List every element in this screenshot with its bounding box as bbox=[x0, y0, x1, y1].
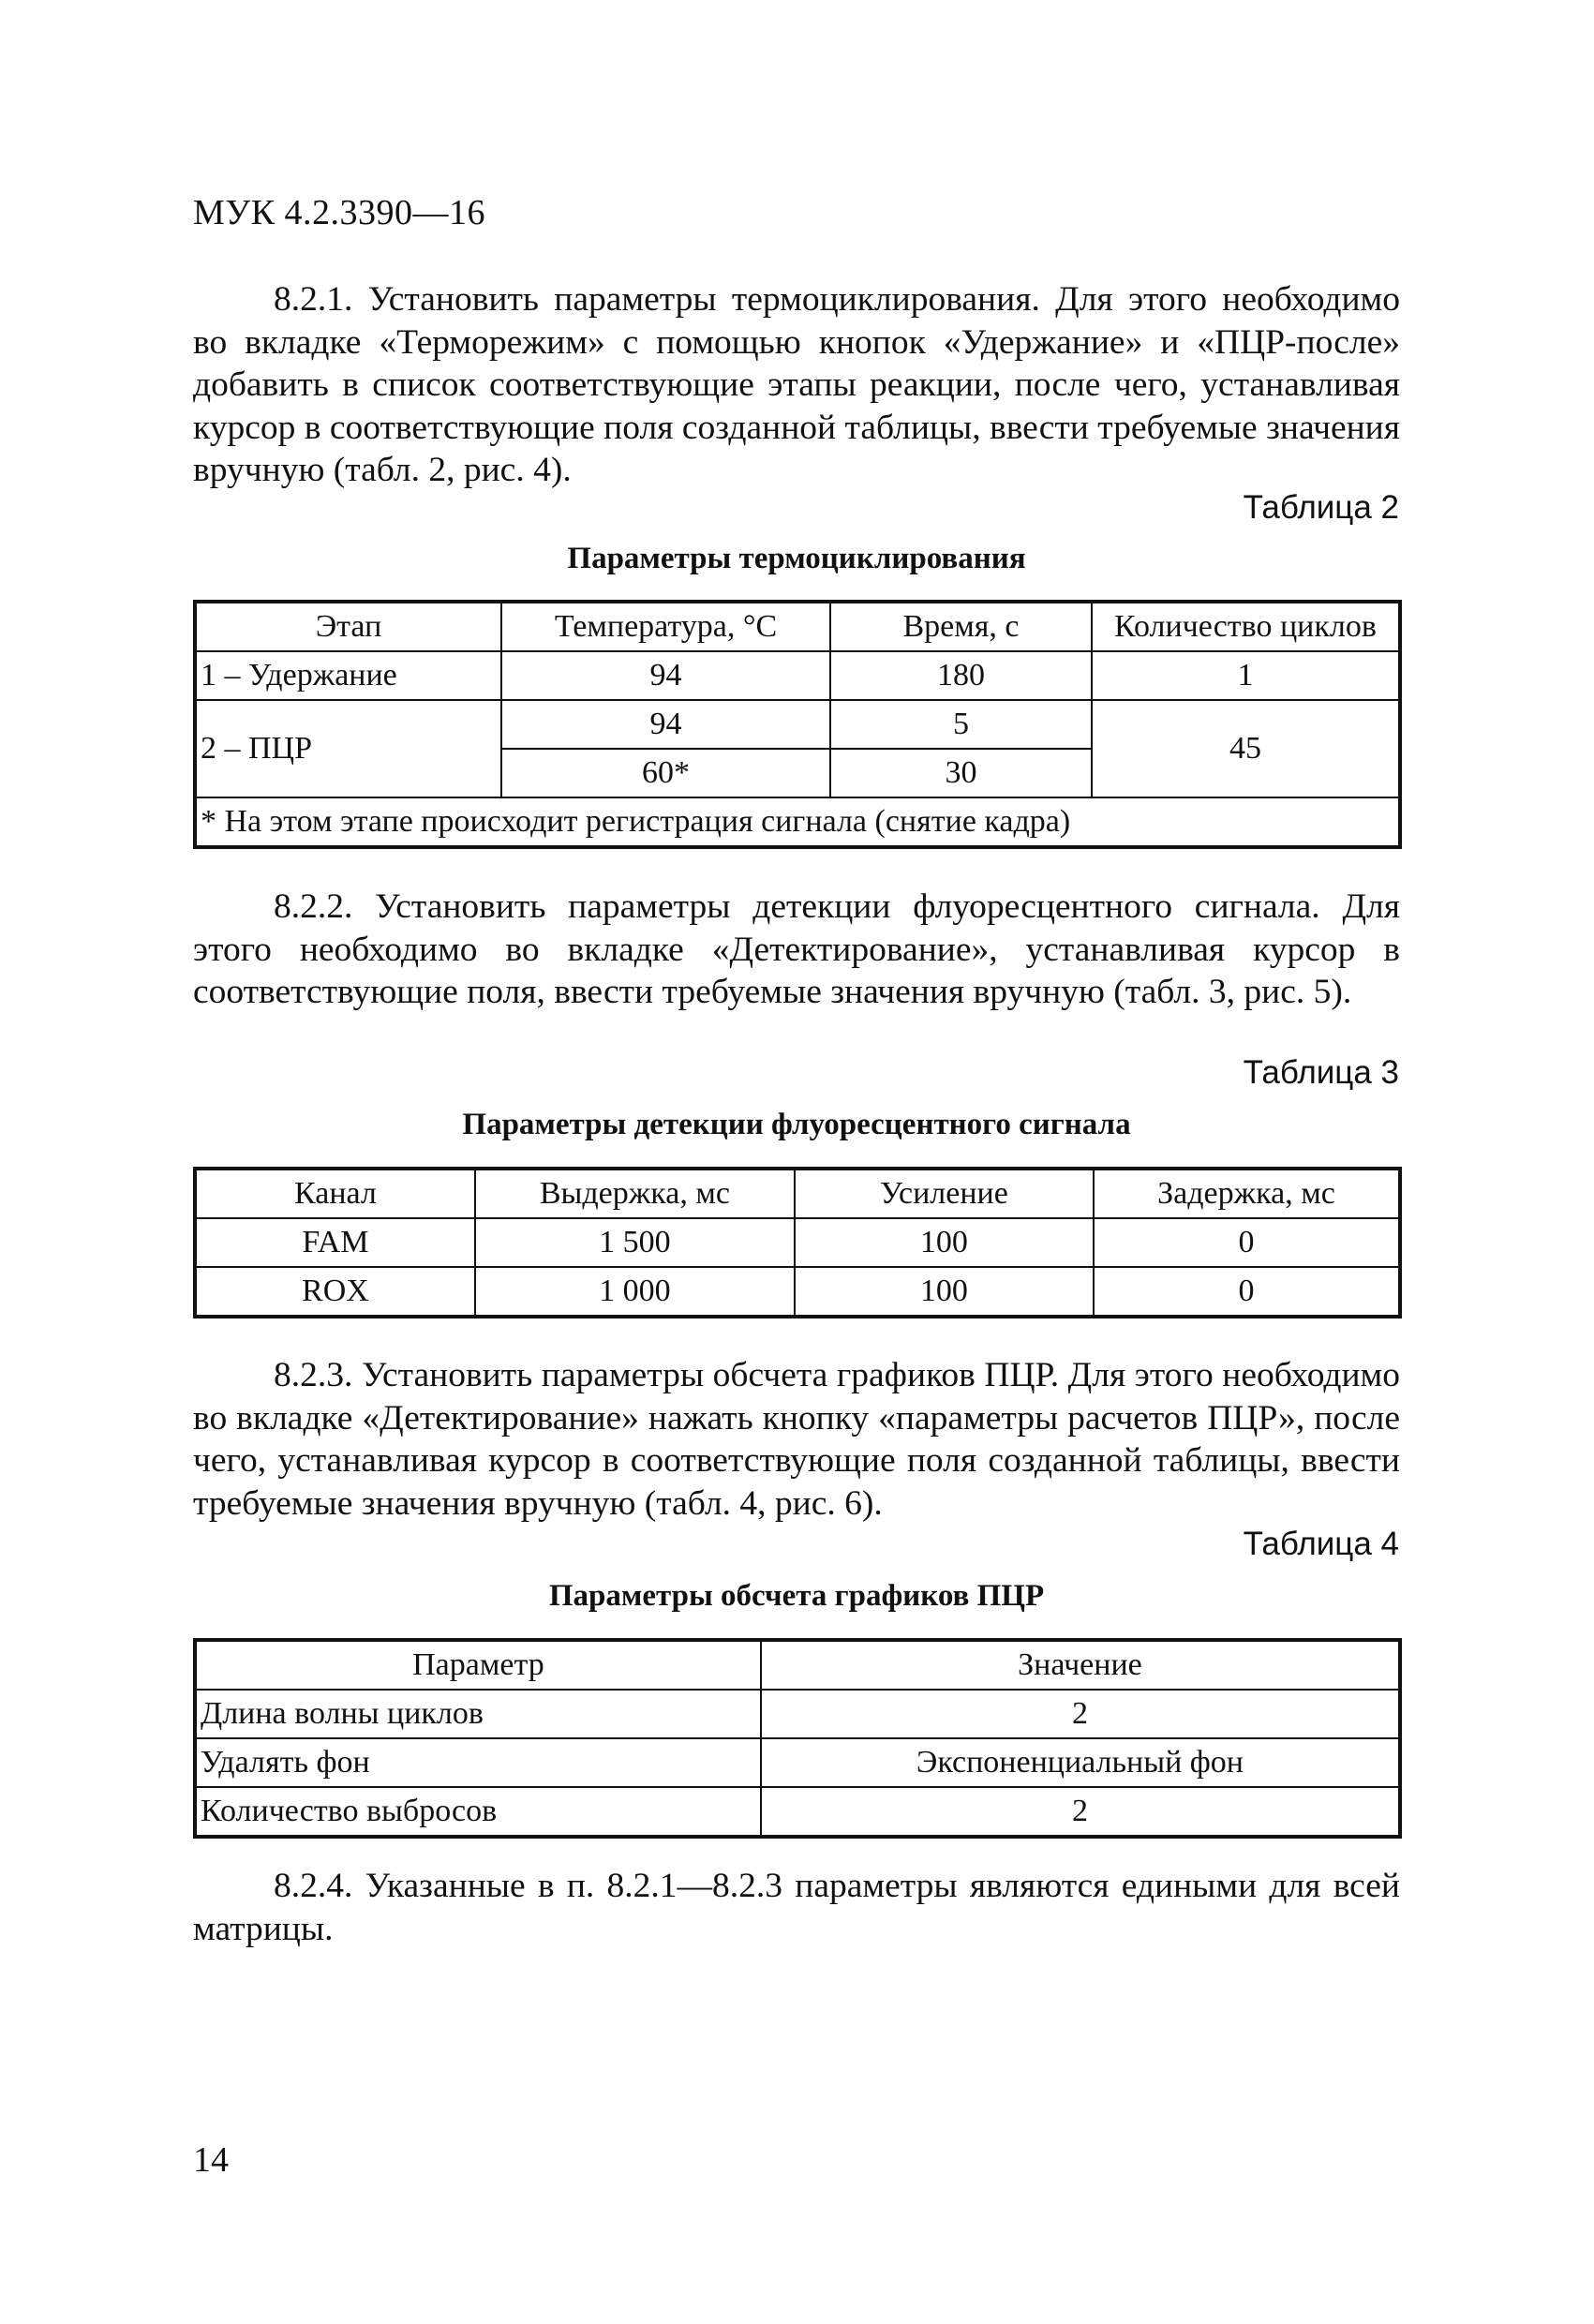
delay-cell: 0 bbox=[1094, 1218, 1400, 1267]
paragraph-8-2-4 bbox=[193, 1865, 1400, 1950]
table-row bbox=[195, 1690, 1400, 1738]
table-header-row bbox=[195, 1640, 1400, 1690]
table-row bbox=[195, 1267, 1400, 1317]
table-header-row bbox=[195, 602, 1400, 651]
channel-cell: FAM bbox=[195, 1218, 475, 1267]
temperature-cell: 94 bbox=[501, 700, 830, 749]
parameter-cell: Удалять фон bbox=[195, 1738, 761, 1787]
value-cell: Экспоненциальный фон bbox=[761, 1738, 1400, 1787]
header-cell: Температура, °С bbox=[501, 602, 830, 651]
paragraph-8-2-3 bbox=[193, 1354, 1400, 1525]
paragraph-text: 8.2.1. Установить параметры термоциклирования. Для этого необходимо во вкладке «Терморежим» с помощью кнопок «Удержание» и «ПЦР-после» добавить в список соответствующие этапы реакции, после чего, устанавливая курсор в соответствующие поля созданной таблицы, ввести требуемые значения вручную (табл. 2, рис. 4). bbox=[193, 280, 1400, 489]
paragraph-text: 8.2.2. Установить параметры детекции флуоресцентного сигнала. Для этого необходимо во вкладке «Детектирование», устанавливая курсор в соответствующие поля, ввести требуемые значения вручную (табл. 3, рис. 5). bbox=[193, 887, 1400, 1011]
time-cell: 30 bbox=[830, 749, 1092, 797]
pcr-calculation-table bbox=[193, 1638, 1402, 1839]
exposure-cell: 1 000 bbox=[475, 1267, 795, 1317]
header-cell: Время, с bbox=[830, 602, 1092, 651]
table-row bbox=[195, 651, 1400, 700]
table-header-row bbox=[195, 1169, 1400, 1218]
table-3-title: Параметры детекции флуоресцентного сигнала bbox=[462, 1108, 1131, 1141]
fluorescence-detection-table bbox=[193, 1167, 1402, 1318]
table-row bbox=[195, 1738, 1400, 1787]
page-number: 14 bbox=[193, 2140, 229, 2180]
stage-cell: 1 – Удержание bbox=[195, 651, 501, 700]
table-4-label: Таблица 4 bbox=[1243, 1526, 1399, 1562]
exposure-cell: 1 500 bbox=[475, 1218, 795, 1267]
parameter-cell: Длина волны циклов bbox=[195, 1690, 761, 1738]
time-cell: 5 bbox=[830, 700, 1092, 749]
temperature-cell: 60* bbox=[501, 749, 830, 797]
cycles-cell: 45 bbox=[1092, 700, 1400, 797]
header-cell: Количество циклов bbox=[1092, 602, 1400, 651]
stage-cell: 2 – ПЦР bbox=[195, 700, 501, 797]
header-cell: Этап bbox=[195, 602, 501, 651]
table-footnote-row bbox=[195, 797, 1400, 847]
table-2-title: Параметры термоциклирования bbox=[567, 542, 1026, 575]
header-cell: Задержка, мс bbox=[1094, 1169, 1400, 1218]
gain-cell: 100 bbox=[795, 1218, 1094, 1267]
table-3-label: Таблица 3 bbox=[1243, 1054, 1399, 1091]
thermocycling-table bbox=[193, 600, 1402, 849]
time-cell: 180 bbox=[830, 651, 1092, 700]
header-cell: Параметр bbox=[195, 1640, 761, 1690]
cycles-cell: 1 bbox=[1092, 651, 1400, 700]
paragraph-8-2-1 bbox=[193, 278, 1400, 492]
value-cell: 2 bbox=[761, 1787, 1400, 1837]
table-row bbox=[195, 700, 1400, 749]
parameter-cell: Количество выбросов bbox=[195, 1787, 761, 1837]
value-cell: 2 bbox=[761, 1690, 1400, 1738]
table-2-label: Таблица 2 bbox=[1243, 489, 1399, 526]
paragraph-text: 8.2.3. Установить параметры обсчета графиков ПЦР. Для этого необходимо во вкладке «Детектирование» нажать кнопку «параметры расчетов ПЦР», после чего, устанавливая курсор в соответствующие поля созданной таблицы, ввести требуемые значения вручную (табл. 4, рис. 6). bbox=[193, 1356, 1400, 1523]
paragraph-text: 8.2.4. Указанные в п. 8.2.1—8.2.3 параметры являются едиными для всей матрицы. bbox=[193, 1867, 1400, 1948]
document-header: МУК 4.2.3390—16 bbox=[193, 193, 486, 232]
temperature-cell: 94 bbox=[501, 651, 830, 700]
gain-cell: 100 bbox=[795, 1267, 1094, 1317]
header-cell: Выдержка, мс bbox=[475, 1169, 795, 1218]
table-row bbox=[195, 1218, 1400, 1267]
paragraph-8-2-2 bbox=[193, 886, 1400, 1014]
header-cell: Значение bbox=[761, 1640, 1400, 1690]
table-row bbox=[195, 1787, 1400, 1837]
header-cell: Канал bbox=[195, 1169, 475, 1218]
delay-cell: 0 bbox=[1094, 1267, 1400, 1317]
header-cell: Усиление bbox=[795, 1169, 1094, 1218]
channel-cell: ROX bbox=[195, 1267, 475, 1317]
table-footnote: * На этом этапе происходит регистрация сигнала (снятие кадра) bbox=[195, 797, 1400, 847]
table-4-title: Параметры обсчета графиков ПЦР bbox=[548, 1579, 1045, 1613]
